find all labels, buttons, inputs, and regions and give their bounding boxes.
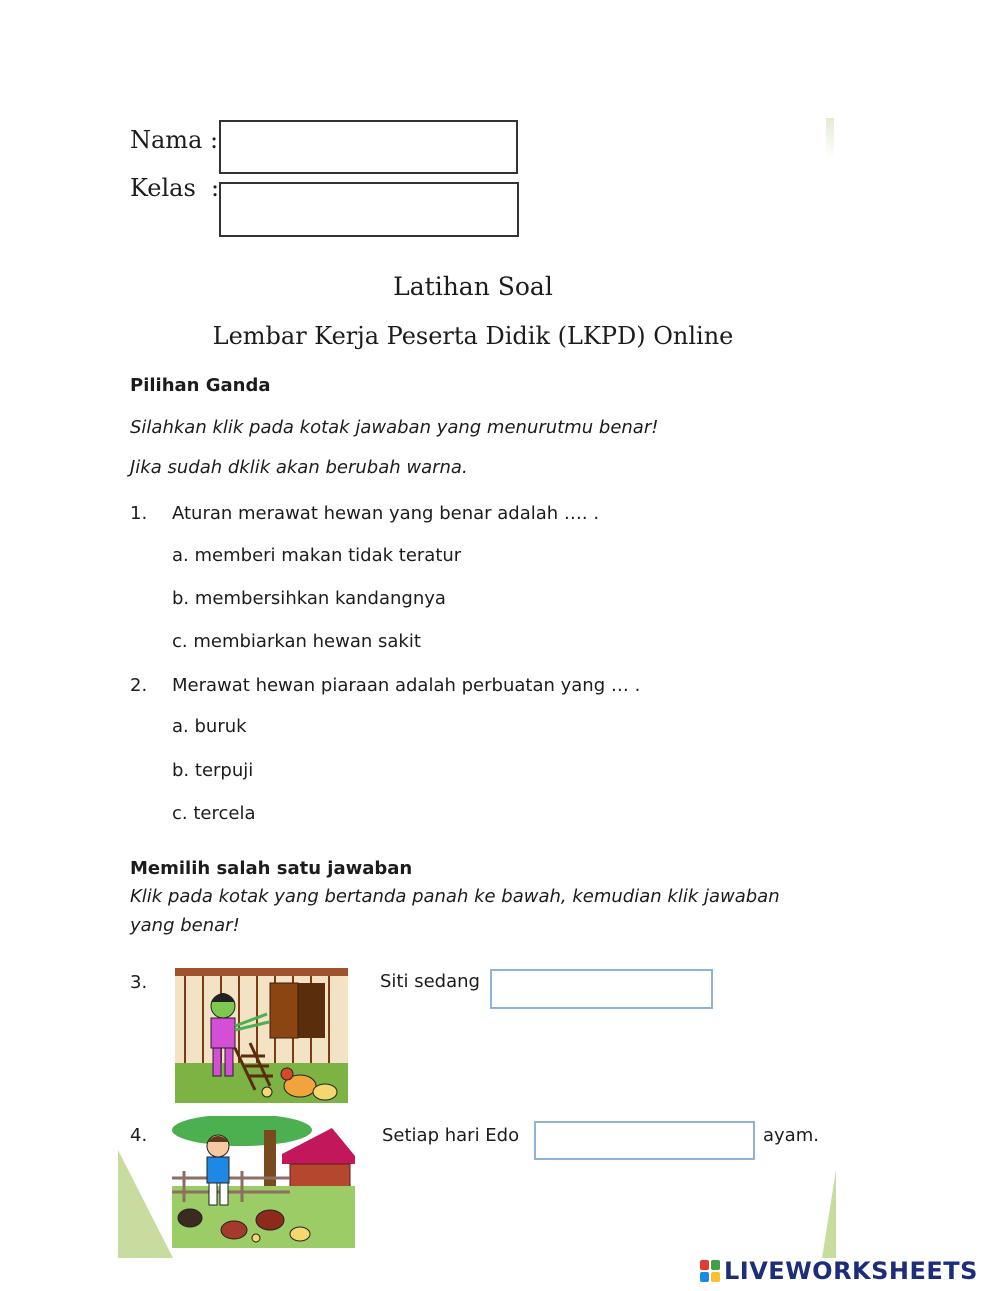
instruction-text: Jika sudah dklik akan berubah warna.	[130, 457, 468, 478]
dropdown-answer-3[interactable]	[490, 969, 713, 1009]
answer-option-1c[interactable]	[172, 631, 421, 652]
option-text: membersihkan kandangnya	[194, 588, 446, 609]
fill-suffix-text: ayam.	[763, 1125, 819, 1146]
page-corner-decoration	[826, 118, 834, 158]
option-text: membiarkan hewan sakit	[193, 631, 421, 652]
kelas-label: Kelas :	[130, 174, 220, 202]
answer-option-2c[interactable]	[172, 803, 256, 824]
option-text: memberi makan tidak teratur	[194, 545, 462, 566]
question-text: Merawat hewan piaraan adalah perbuatan yang … .	[172, 675, 641, 696]
kelas-input[interactable]	[219, 182, 519, 237]
page-corner-decoration	[118, 1150, 173, 1258]
instruction-text: Silahkan klik pada kotak jawaban yang menurutmu benar!	[130, 417, 659, 438]
option-letter: b.	[172, 588, 190, 609]
page-subtitle: Lembar Kerja Peserta Didik (LKPD) Online	[212, 322, 734, 350]
fill-prefix-text: Siti sedang	[380, 971, 480, 992]
answer-option-2b[interactable]	[172, 760, 253, 781]
fill-prefix-text: Setiap hari Edo	[382, 1125, 520, 1146]
option-letter: c.	[172, 631, 188, 652]
logo-text: LIVEWORKSHEETS	[724, 1257, 978, 1285]
answer-option-2a[interactable]	[172, 716, 247, 737]
option-letter: b.	[172, 760, 190, 781]
instruction-text: Klik pada kotak yang bertanda panah ke bawah, kemudian klik jawaban	[130, 886, 780, 907]
question-number: 4.	[130, 1125, 148, 1146]
question-number: 3.	[130, 972, 148, 993]
option-text: buruk	[194, 716, 247, 737]
option-letter: a.	[172, 716, 189, 737]
option-text: terpuji	[194, 760, 254, 781]
question-number: 2.	[130, 675, 148, 696]
nama-input[interactable]	[219, 120, 518, 174]
question-text: Aturan merawat hewan yang benar adalah …. .	[172, 503, 600, 524]
nama-label: Nama :	[130, 126, 219, 154]
instruction-text: yang benar!	[130, 915, 240, 936]
girl-feeding-chickens-illustration	[175, 968, 348, 1103]
section-heading-pilihan-ganda: Pilihan Ganda	[130, 375, 271, 396]
section-heading-memilih: Memilih salah satu jawaban	[130, 858, 413, 879]
option-text: tercela	[193, 803, 256, 824]
option-letter: c.	[172, 803, 188, 824]
boy-feeding-chickens-illustration	[172, 1116, 355, 1248]
answer-option-1b[interactable]	[172, 588, 446, 609]
page-title: Latihan Soal	[393, 272, 553, 301]
liveworksheets-logo-icon	[700, 1260, 720, 1282]
option-letter: a.	[172, 545, 189, 566]
answer-option-1a[interactable]	[172, 545, 461, 566]
question-number: 1.	[130, 503, 148, 524]
dropdown-answer-4[interactable]	[534, 1121, 755, 1160]
page-corner-decoration	[822, 1170, 836, 1258]
